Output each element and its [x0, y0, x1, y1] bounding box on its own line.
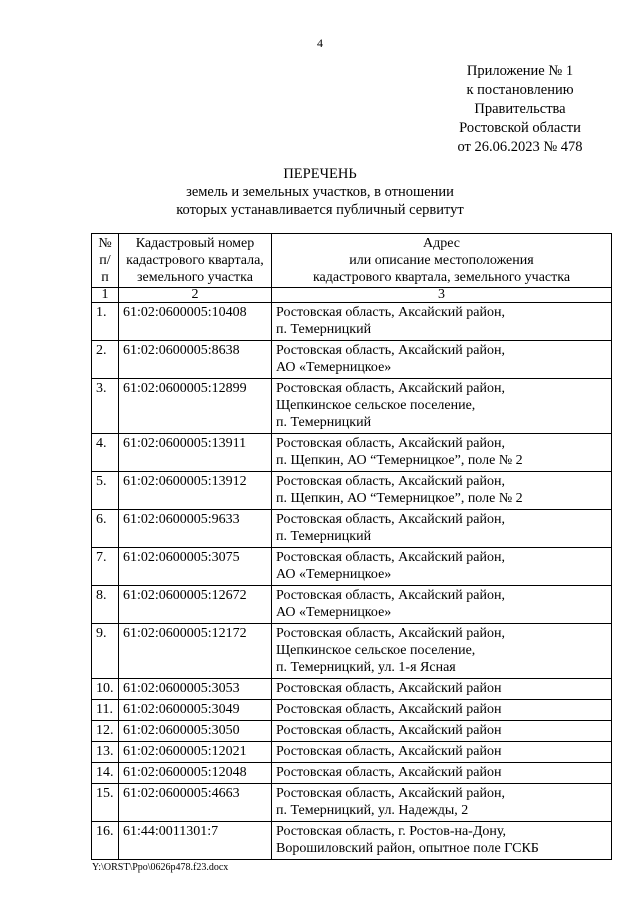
row-number: 5. [92, 472, 119, 510]
address-cell [272, 379, 612, 434]
address-line: Ростовская область, Аксайский район [276, 702, 502, 717]
table-body [92, 303, 612, 860]
row-number: 14. [92, 763, 119, 784]
address-line: п. Темерницкий, ул. Надежды, 2 [276, 803, 469, 818]
address-cell [272, 510, 612, 548]
cadastral-number: 61:02:0600005:12672 [119, 586, 272, 624]
row-number: 16. [92, 822, 119, 860]
address-line: Ростовская область, Аксайский район, [276, 786, 505, 801]
table-row [92, 303, 612, 341]
cadastral-number: 61:02:0600005:8638 [119, 341, 272, 379]
address-line: АО «Темерницкое» [276, 360, 392, 375]
table-row [92, 763, 612, 784]
address-line: Ростовская область, Аксайский район [276, 681, 502, 696]
appendix-line: Ростовской области [459, 120, 581, 136]
address-cell [272, 721, 612, 742]
address-line: Ростовская область, Аксайский район, [276, 381, 505, 396]
address-line: п. Темерницкий [276, 415, 372, 430]
table-row [92, 679, 612, 700]
index-cell: 1 [92, 288, 119, 303]
row-number: 4. [92, 434, 119, 472]
address-line: п. Щепкин, АО “Темерницкое”, поле № 2 [276, 453, 523, 468]
table-row [92, 341, 612, 379]
cadastral-number: 61:02:0600005:12048 [119, 763, 272, 784]
table-row [92, 784, 612, 822]
address-line: Ростовская область, Аксайский район, [276, 305, 505, 320]
page-number: 4 [317, 36, 323, 50]
cadastral-number: 61:02:0600005:12172 [119, 624, 272, 679]
cadastral-number: 61:02:0600005:12899 [119, 379, 272, 434]
row-number: 7. [92, 548, 119, 586]
address-line: Ростовская область, Аксайский район, [276, 436, 505, 451]
row-number: 15. [92, 784, 119, 822]
address-cell [272, 742, 612, 763]
table-row [92, 586, 612, 624]
cadastral-number: 61:02:0600005:3075 [119, 548, 272, 586]
address-cell [272, 784, 612, 822]
address-line: Ростовская область, Аксайский район [276, 744, 502, 759]
table-row [92, 700, 612, 721]
row-number: 1. [92, 303, 119, 341]
table-row [92, 434, 612, 472]
cadastral-number: 61:44:0011301:7 [119, 822, 272, 860]
title-line: земель и земельных участков, в отношении [186, 184, 454, 200]
row-number: 12. [92, 721, 119, 742]
table-header-row [92, 234, 612, 288]
address-line: АО «Темерницкое» [276, 567, 392, 582]
address-line: Щепкинское сельское поселение, [276, 643, 476, 658]
address-line: п. Щепкин, АО “Темерницкое”, поле № 2 [276, 491, 523, 506]
address-cell [272, 822, 612, 860]
row-number: 9. [92, 624, 119, 679]
address-cell [272, 586, 612, 624]
address-line: Ворошиловский район, опытное поле ГСКБ [276, 841, 539, 856]
row-number: 13. [92, 742, 119, 763]
table-row [92, 624, 612, 679]
table-row [92, 822, 612, 860]
address-line: Ростовская область, Аксайский район, [276, 550, 505, 565]
table-row [92, 721, 612, 742]
table-row [92, 510, 612, 548]
title-line: которых устанавливается публичный сервитут [176, 202, 464, 218]
appendix-line: к постановлению [466, 82, 574, 98]
address-cell [272, 624, 612, 679]
address-line: п. Темерницкий, ул. 1-я Ясная [276, 660, 456, 675]
title-heading: ПЕРЕЧЕНЬ [283, 166, 357, 182]
table-row [92, 548, 612, 586]
address-line: Ростовская область, г. Ростов-на-Дону, [276, 824, 506, 839]
cadastral-number: 61:02:0600005:13911 [119, 434, 272, 472]
appendix-line: от 26.06.2023 № 478 [457, 139, 583, 155]
cadastral-number: 61:02:0600005:12021 [119, 742, 272, 763]
address-cell [272, 679, 612, 700]
table-index-row [92, 288, 612, 303]
cadastral-number: 61:02:0600005:3049 [119, 700, 272, 721]
appendix-block [440, 62, 600, 157]
address-line: Ростовская область, Аксайский район [276, 723, 502, 738]
address-cell [272, 700, 612, 721]
address-line: Ростовская область, Аксайский район [276, 765, 502, 780]
document-title [0, 165, 640, 219]
header-number: № п/п [92, 234, 119, 288]
table-row [92, 742, 612, 763]
address-cell [272, 472, 612, 510]
address-cell [272, 434, 612, 472]
address-cell [272, 341, 612, 379]
row-number: 6. [92, 510, 119, 548]
address-line: п. Темерницкий [276, 529, 372, 544]
row-number: 10. [92, 679, 119, 700]
index-cell: 3 [272, 288, 612, 303]
row-number: 2. [92, 341, 119, 379]
header-cadastral: Кадастровый номер кадастрового квартала, земельного участка [119, 234, 272, 288]
address-line: Ростовская область, Аксайский район, [276, 474, 505, 489]
row-number: 8. [92, 586, 119, 624]
cadastral-number: 61:02:0600005:3050 [119, 721, 272, 742]
address-line: Ростовская область, Аксайский район, [276, 343, 505, 358]
cadastral-number: 61:02:0600005:13912 [119, 472, 272, 510]
address-cell [272, 303, 612, 341]
cadastral-number: 61:02:0600005:3053 [119, 679, 272, 700]
table-row [92, 379, 612, 434]
address-line: Щепкинское сельское поселение, [276, 398, 476, 413]
parcels-table [91, 233, 612, 860]
address-line: Ростовская область, Аксайский район, [276, 512, 505, 527]
index-cell: 2 [119, 288, 272, 303]
cadastral-number: 61:02:0600005:10408 [119, 303, 272, 341]
appendix-line: Правительства [474, 101, 566, 117]
address-line: Ростовская область, Аксайский район, [276, 626, 505, 641]
file-path-footer: Y:\ORST\Ppo\0626p478.f23.docx [92, 862, 229, 873]
row-number: 3. [92, 379, 119, 434]
appendix-line: Приложение № 1 [466, 63, 574, 79]
address-cell [272, 548, 612, 586]
cadastral-number: 61:02:0600005:4663 [119, 784, 272, 822]
address-cell [272, 763, 612, 784]
header-address: Адрес или описание местоположения кадастрового квартала, земельного участка [272, 234, 612, 288]
table-row [92, 472, 612, 510]
address-line: Ростовская область, Аксайский район, [276, 588, 505, 603]
cadastral-number: 61:02:0600005:9633 [119, 510, 272, 548]
row-number: 11. [92, 700, 119, 721]
address-line: АО «Темерницкое» [276, 605, 392, 620]
address-line: п. Темерницкий [276, 322, 372, 337]
